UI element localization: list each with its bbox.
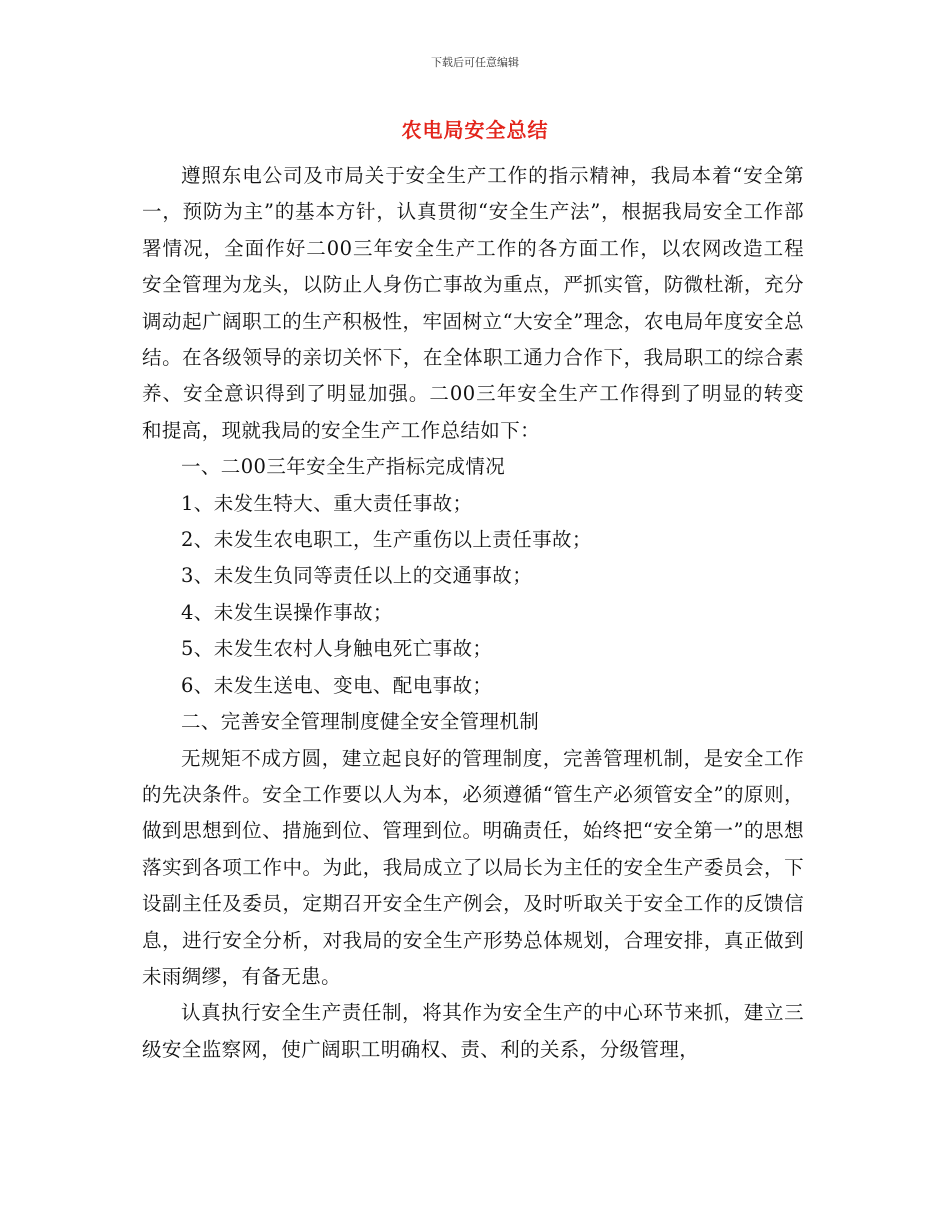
list-item: 6、未发生送电、变电、配电事故； bbox=[181, 673, 493, 697]
paragraph-management: 无规矩不成方圆，建立起良好的管理制度，完善管理机制，是安全工作的先决条件。安全工作要以人为本，必须遵循“管生产必须管安全”的原则，做到思想到位、措施到位、管理到位。明确责任，始终把“安全第一”的思想落实到各项工作中。为此，我局成立了以局长为主任的安全生产委员会，下设副主任及委员，定期召开安全生产例会，及时听取关于安全工作的反馈信息，进行安全分析，对我局的安全生产形势总体规划，合理安排，真正做到未雨绸缪，有备无患。 bbox=[142, 746, 804, 988]
section-heading-1: 一、二00三年安全生产指标完成情况 bbox=[181, 455, 506, 479]
paragraph-responsibility: 认真执行安全生产责任制，将其作为安全生产的中心环节来抓，建立三级安全监察网，使广阔职工明确权、责、利的关系，分级管理， bbox=[142, 1001, 804, 1061]
list-item: 4、未发生误操作事故； bbox=[181, 600, 393, 624]
list-item: 1、未发生特大、重大责任事故； bbox=[181, 491, 473, 515]
document-title: 农电局安全总结 bbox=[401, 118, 549, 142]
header-note: 下载后可任意编辑 bbox=[431, 56, 519, 69]
section-heading-2: 二、完善安全管理制度健全安全管理机制 bbox=[181, 710, 540, 734]
list-item: 3、未发生负同等责任以上的交通事故； bbox=[181, 564, 533, 588]
list-item: 2、未发生农电职工，生产重伤以上责任事故； bbox=[181, 528, 592, 552]
list-item: 5、未发生农村人身触电死亡事故； bbox=[181, 637, 493, 661]
paragraph-intro: 遵照东电公司及市局关于安全生产工作的指示精神，我局本着“安全第一，预防为主”的基本方针，认真贯彻“安全生产法”，根据我局安全工作部署情况，全面作好二00三年安全生产工作的各方面工作，以农网改造工程安全管理为龙头，以防止人身伤亡事故为重点，严抓实管，防微杜渐，充分调动起广阔职工的生产积极性，牢固树立“大安全”理念，农电局年度安全总结。在各级领导的亲切关怀下，在全体职工通力合作下，我局职工的综合素养、安全意识得到了明显加强。二00三年安全生产工作得到了明显的转变和提高，现就我局的安全生产工作总结如下： bbox=[142, 164, 804, 442]
document-body bbox=[142, 158, 804, 1068]
